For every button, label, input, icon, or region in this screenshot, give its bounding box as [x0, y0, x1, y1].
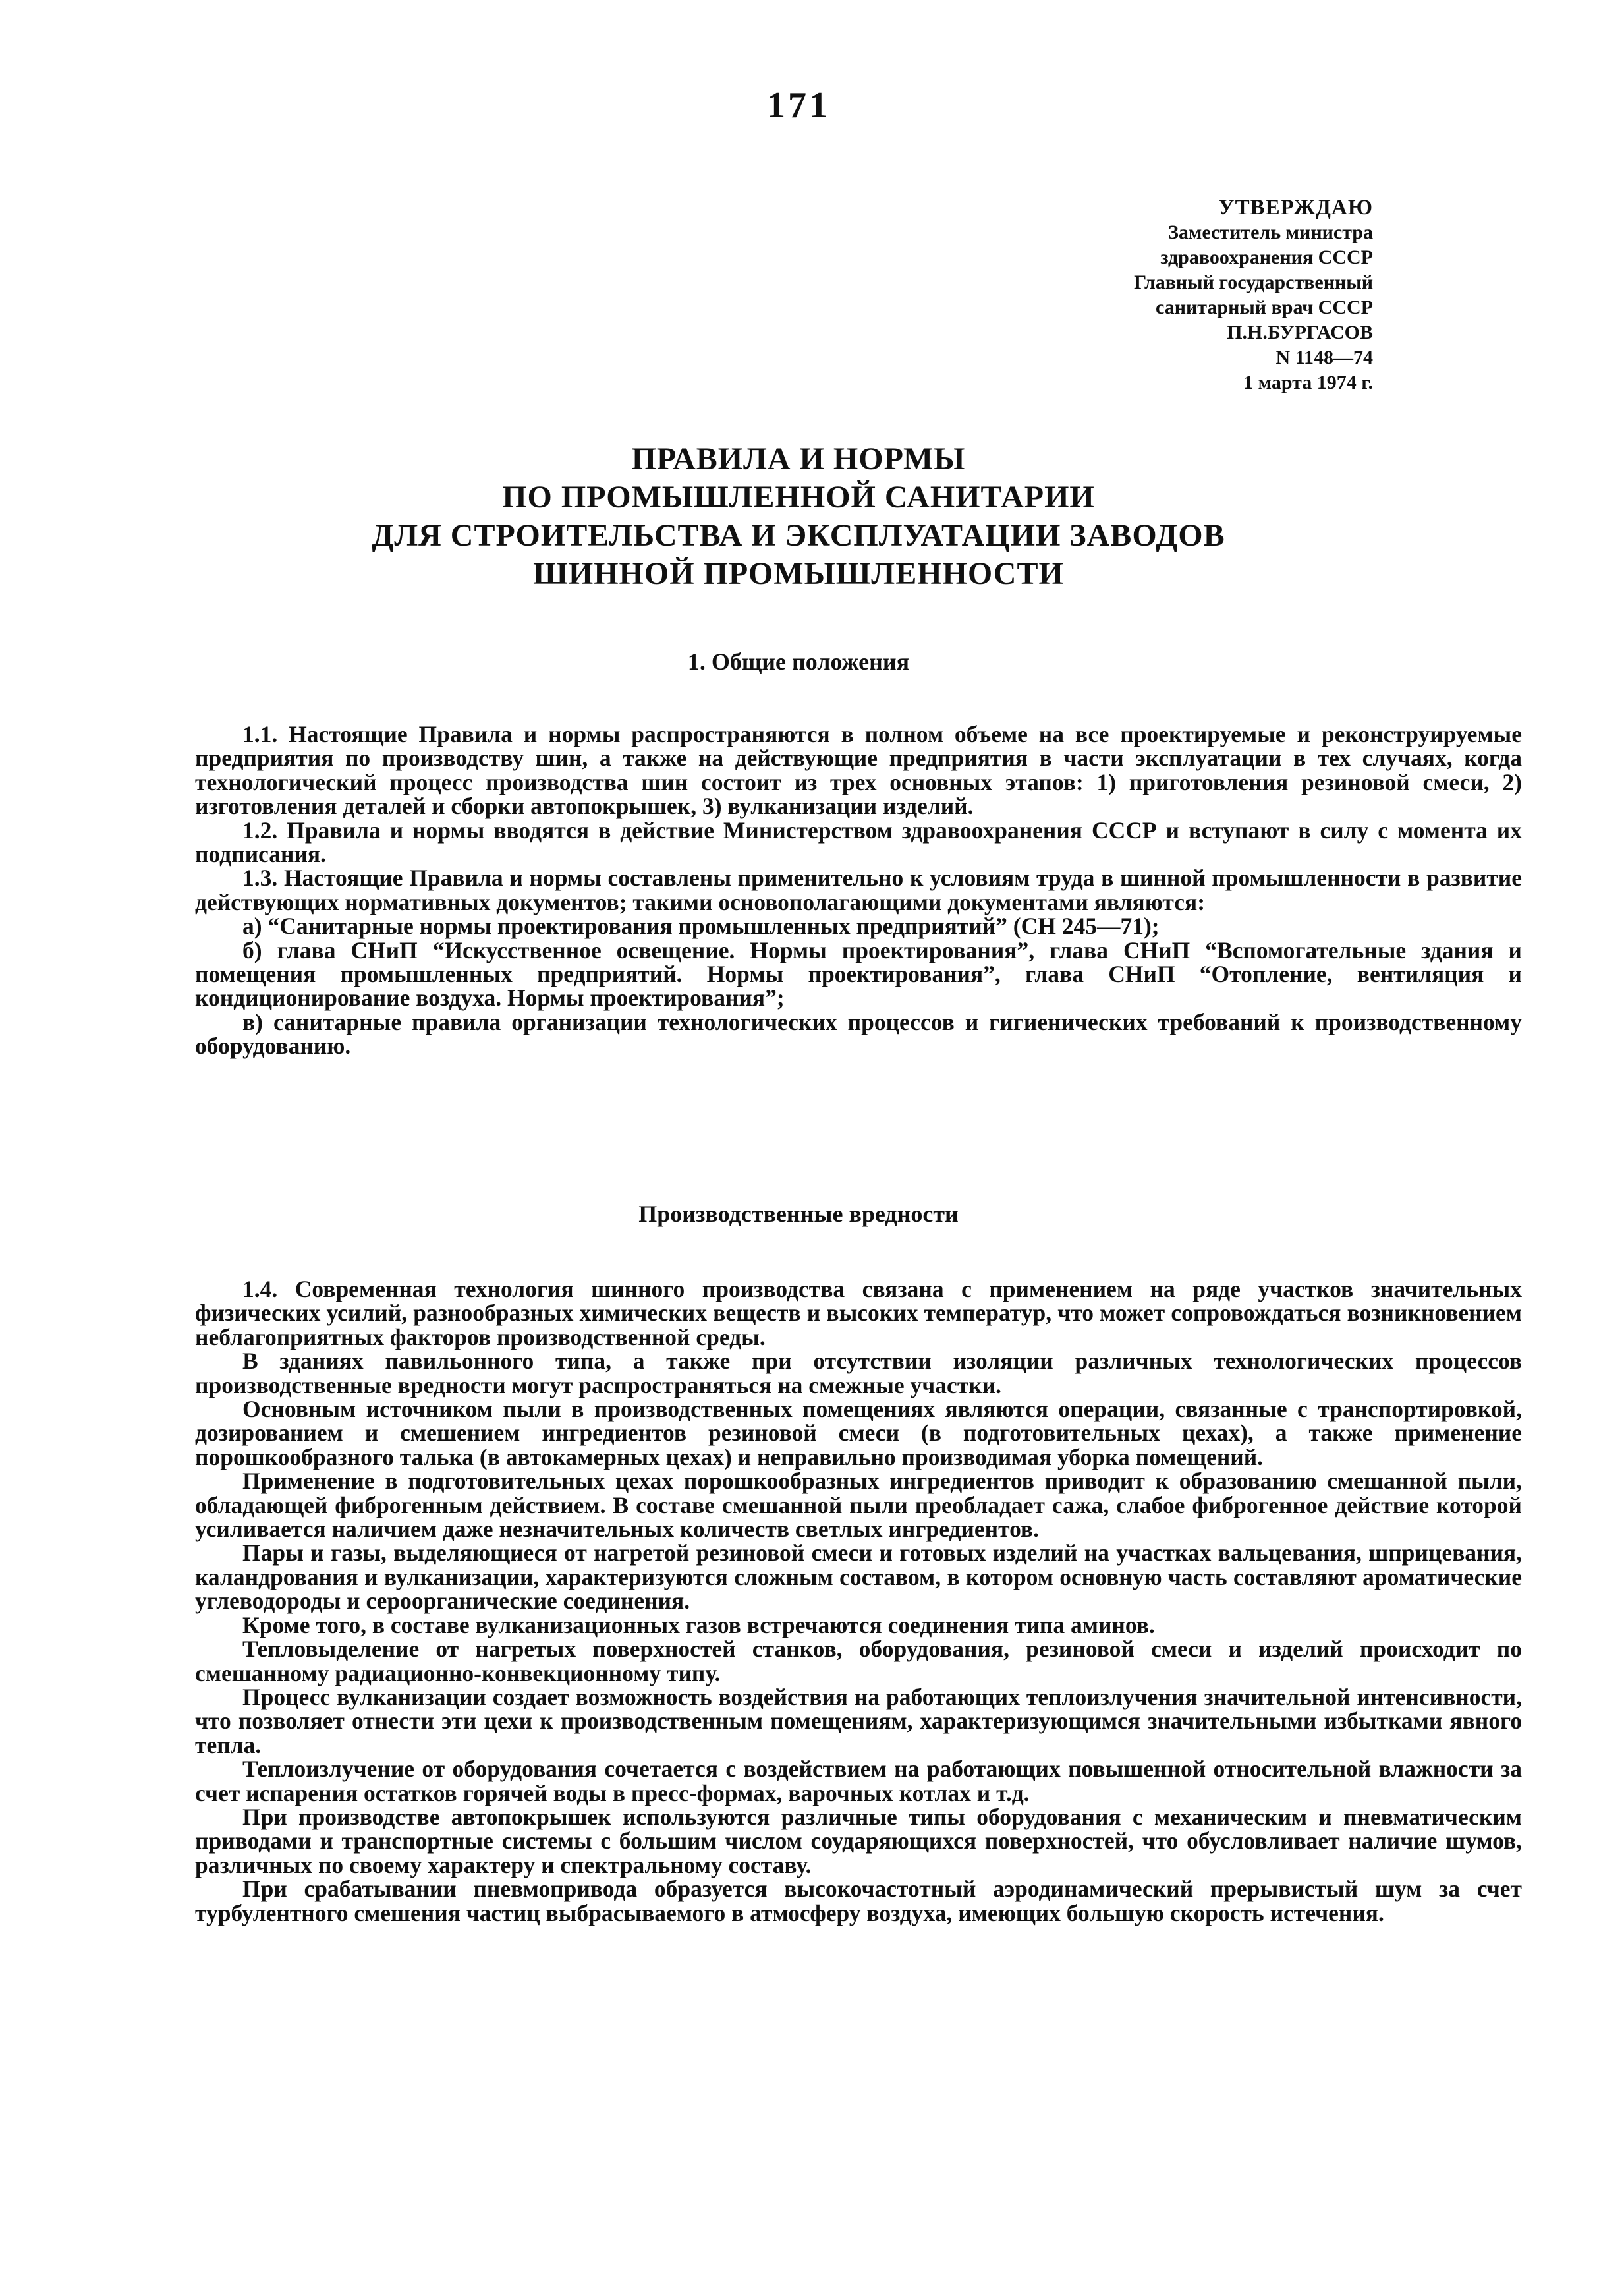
paragraph: Основным источником пыли в производственных помещениях являются операции, связанные с транспортировкой, дозированием и смешением ингредиентов резиновой смеси (в подготовительных цехах), а также применение порошкообразного талька (в автокамерных цехах) и неправильно производимая уборка помещений. — [195, 1396, 1522, 1470]
approval-line: Заместитель министра — [1168, 221, 1373, 243]
document-title — [0, 440, 1597, 593]
title-line: ПО ПРОМЫШЛЕННОЙ САНИТАРИИ — [502, 480, 1095, 515]
approval-line: 1 марта 1974 г. — [1243, 372, 1373, 393]
paragraph: При срабатывании пневмопривода образуется высокочастотный аэродинамический прерывистый шум за счет турбулентного смешения частиц выбрасываемого в атмосферу воздуха, имеющих большую скорость истечения. — [195, 1876, 1522, 1926]
paragraph: В зданиях павильонного типа, а также при отсутствии изоляции различных технологических процессов производственные вредности могут распространяться на смежные участки. — [195, 1348, 1522, 1398]
approval-line: N 1148—74 — [1275, 347, 1373, 368]
paragraph: Теплоизлучение от оборудования сочетается с воздействием на работающих повышенной относительной влажности за счет испарения остатков горячей воды в пресс-формах, варочных котлах и т.д. — [195, 1756, 1522, 1806]
paragraph: а) “Санитарные нормы проектирования промышленных предприятий” (СН 245—71); — [242, 913, 1160, 940]
paragraph: Пары и газы, выделяющиеся от нагретой резиновой смеси и готовых изделий на участках вальцевания, шприцевания, каландрования и вулканизации, характеризуются сложным составом, в котором основную часть составляют ароматические углеводороды и сероорганические соединения. — [195, 1539, 1522, 1615]
section-heading-hazards: Производственные вредности — [638, 1201, 959, 1227]
section-general-text — [195, 722, 1522, 1058]
paragraph: 1.1. Настоящие Правила и нормы распространяются в полном объеме на все проектируемые и реконструируемые предприятия по производству шин, а также на действующие предприятия в части эксплуатации в тех случаях, когда технологический процесс производства шин состоит из трех основных этапов: 1) приготовления резиновой смеси, 2) изготовления деталей и сборки автопокрышек, 3) вулканизации изделий. — [195, 721, 1522, 820]
title-line: ДЛЯ СТРОИТЕЛЬСТВА И ЭКСПЛУАТАЦИИ ЗАВОДОВ — [372, 518, 1225, 553]
paragraph: 1.2. Правила и нормы вводятся в действие Министерством здравоохранения СССР и вступают в силу с момента их подписания. — [195, 817, 1522, 868]
paragraph: 1.3. Настоящие Правила и нормы составлены применительно к условиям труда в шинной промышленности в развитие действующих нормативных документов; такими основополагающими документами являются: — [195, 865, 1522, 915]
paragraph: 1.4. Современная технология шинного производства связана с применением на ряде участков значительных физических усилий, разнообразных химических веществ и высоких температур, что может сопровождаться возникновением неблагоприятных факторов производственной среды. — [195, 1276, 1522, 1350]
paragraph: Процесс вулканизации создает возможность воздействия на работающих теплоизлучения значительной интенсивности, что позволяет отнести эти цехи к производственным помещениям, характеризующимся значительными избытками явного тепла. — [195, 1683, 1522, 1758]
paragraph: При производстве автопокрышек используются различные типы оборудования с механическим и пневматическим приводами и транспортные системы с большим числом соударяющихся поверхностей, что обусловливает наличие шумов, различных по своему характеру и спектральному составу. — [195, 1803, 1522, 1878]
approval-line: Главный государственный — [1134, 272, 1373, 293]
approval-line: санитарный врач СССР — [1156, 297, 1373, 318]
paragraph: Кроме того, в составе вулканизационных газов встречаются соединения типа аминов. — [242, 1611, 1155, 1638]
page-number: 171 — [767, 85, 830, 126]
paragraph: Применение в подготовительных цехах порошкообразных ингредиентов приводит к образованию смешанной пыли, обладающей фиброгенным действием. В составе смешанной пыли преобладает сажа, слабое фиброгенное действие которой усиливается наличием даже незначительных количеств светлых ингредиентов. — [195, 1468, 1522, 1543]
approval-block — [1030, 195, 1373, 395]
title-line: ШИННОЙ ПРОМЫШЛЕННОСТИ — [533, 556, 1064, 591]
section-heading-general: 1. Общие положения — [687, 648, 910, 675]
title-line: ПРАВИЛА И НОРМЫ — [631, 442, 966, 476]
paragraph: б) глава СНиП “Искусственное освещение. Нормы проектирования”, глава СНиП “Вспомогательные здания и помещения промышленных предприятий. Нормы проектирования”, глава СНиП “Отопление, вентиляция и кондиционирование воздуха. Нормы проектирования”; — [195, 936, 1522, 1012]
section-hazards-text — [195, 1277, 1522, 1925]
approval-line: УТВЕРЖДАЮ — [1218, 196, 1373, 219]
approval-line: П.Н.БУРГАСОВ — [1227, 322, 1373, 343]
approval-line: здравоохранения СССР — [1160, 246, 1373, 268]
paragraph: Тепловыделение от нагретых поверхностей станков, оборудования, резиновой смеси и изделий происходит по смешанному радиационно-конвекционному типу. — [195, 1636, 1522, 1686]
paragraph: в) санитарные правила организации технологических процессов и гигиенических требований к производственному оборудованию. — [195, 1008, 1522, 1060]
